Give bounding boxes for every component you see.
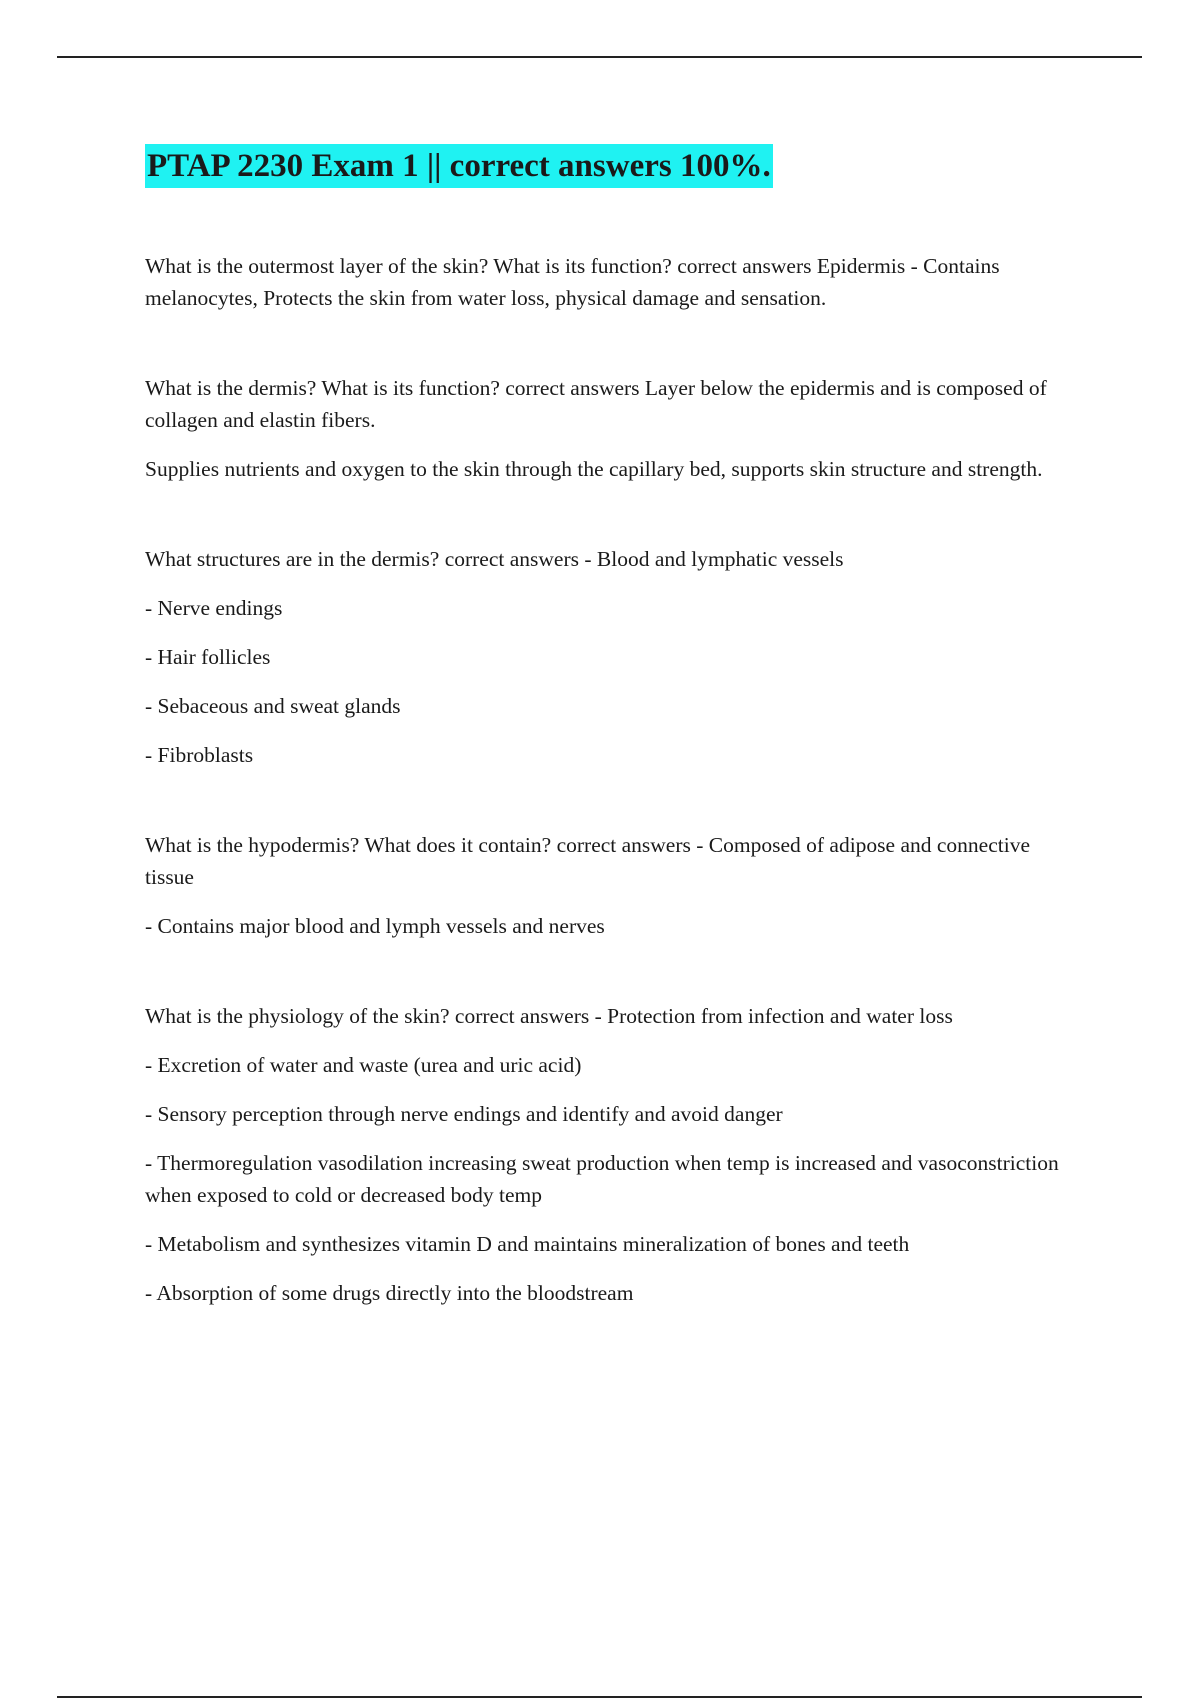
qa-line: - Nerve endings: [145, 596, 283, 620]
qa-list: [145, 250, 1075, 1309]
document-body: [145, 144, 1075, 1367]
qa-line: What is the hypodermis? What does it contain? correct answers - Composed of adipose and connective tissue: [145, 833, 1031, 889]
qa-line: - Hair follicles: [145, 645, 271, 669]
qa-line: - Excretion of water and waste (urea and uric acid): [145, 1053, 582, 1077]
qa-line: - Sebaceous and sweat glands: [145, 694, 401, 718]
qa-line: - Fibroblasts: [145, 743, 254, 767]
qa-item-dermis-structures: [145, 543, 1075, 771]
qa-line: What is the physiology of the skin? correct answers - Protection from infection and water loss: [145, 1004, 953, 1028]
qa-line: Supplies nutrients and oxygen to the skin through the capillary bed, supports skin structure and strength.: [145, 457, 1043, 481]
qa-item-dermis: [145, 372, 1075, 485]
qa-item-skin-physiology: [145, 1000, 1075, 1309]
qa-line: - Contains major blood and lymph vessels and nerves: [145, 914, 605, 938]
qa-line: - Metabolism and synthesizes vitamin D and maintains mineralization of bones and teeth: [145, 1232, 910, 1256]
qa-item-hypodermis: [145, 829, 1075, 942]
footer-rule: [57, 1696, 1142, 1698]
qa-item-epidermis: [145, 250, 1075, 314]
qa-line: - Sensory perception through nerve endings and identify and avoid danger: [145, 1102, 783, 1126]
qa-line: What is the dermis? What is its function? correct answers Layer below the epidermis and is composed of collagen and elastin fibers.: [145, 376, 1047, 432]
qa-line: - Absorption of some drugs directly into the bloodstream: [145, 1281, 634, 1305]
qa-line: What is the outermost layer of the skin? What is its function? correct answers Epidermis - Contains melanocytes, Protects the skin from water loss, physical damage and sensation.: [145, 254, 1000, 310]
document-title: PTAP 2230 Exam 1 || correct answers 100%.: [145, 144, 773, 188]
qa-line: - Thermoregulation vasodilation increasing sweat production when temp is increased and vasoconstriction when exposed to cold or decreased body temp: [145, 1151, 1059, 1207]
header-rule: [57, 56, 1142, 58]
qa-line: What structures are in the dermis? correct answers - Blood and lymphatic vessels: [145, 547, 844, 571]
